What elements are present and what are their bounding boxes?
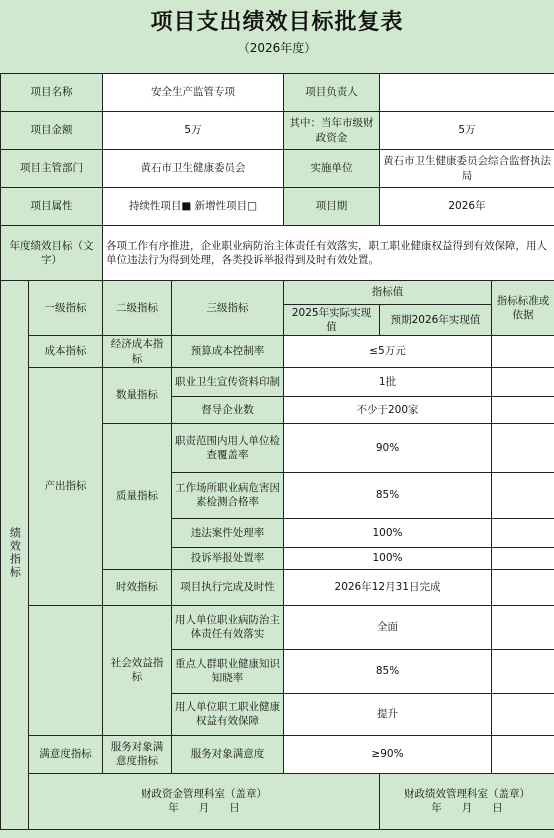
indicator-basis[interactable]: [492, 569, 554, 605]
indicator-value[interactable]: 100%: [284, 547, 492, 569]
performance-office-stamp: [380, 773, 554, 829]
indicator-basis[interactable]: [492, 735, 554, 773]
indicator-basis[interactable]: [492, 423, 554, 472]
approval-table: [0, 73, 554, 830]
indicator-basis[interactable]: [492, 693, 554, 735]
project-period-value[interactable]: 2026年: [380, 188, 554, 226]
project-name-label: 项目名称: [1, 74, 103, 112]
performance-indicators-text: 绩效指标: [8, 526, 22, 579]
cost-indicator-l1: 成本指标: [29, 336, 103, 367]
indicator-basis[interactable]: [492, 396, 554, 423]
indicator-value[interactable]: 1批: [284, 367, 492, 396]
city-fund-value[interactable]: 5万: [380, 112, 554, 150]
quality-indicator-l2: 质量指标: [103, 423, 172, 569]
fund-office-stamp: [29, 773, 380, 829]
social-benefit-indicator-l2: 社会效益指标: [103, 605, 172, 735]
indicator-name: 项目执行完成及时性: [172, 569, 284, 605]
project-attribute-label: 项目属性: [1, 188, 103, 226]
level3-header: 三级指标: [172, 281, 284, 336]
indicator-name: 重点人群职业健康知识知晓率: [172, 649, 284, 693]
indicator-value[interactable]: ≥90%: [284, 735, 492, 773]
output-indicator-l1: 产出指标: [29, 367, 103, 605]
indicator-name: 工作场所职业病危害因素检测合格率: [172, 472, 284, 518]
annual-goal-label: 年度绩效目标（文字）: [1, 226, 103, 281]
project-name-value[interactable]: 安全生产监管专项: [103, 74, 284, 112]
indicator-value[interactable]: 85%: [284, 649, 492, 693]
benefit-indicator-l1-empty: [29, 605, 103, 735]
page-title: 项目支出绩效目标批复表: [150, 9, 404, 35]
actual-2025-header: 2025年实际实现值: [284, 305, 380, 336]
level2-header: 二级指标: [103, 281, 172, 336]
cost-indicator-basis[interactable]: [492, 336, 554, 367]
project-amount-value[interactable]: 5万: [103, 112, 284, 150]
page-subtitle-year: （2026年度）: [237, 40, 317, 55]
project-amount-label: 项目金额: [1, 112, 103, 150]
indicator-value[interactable]: 2026年12月31日完成: [284, 569, 492, 605]
indicator-value[interactable]: 不少于200家: [284, 396, 492, 423]
cost-indicator-l2: 经济成本指标: [103, 336, 172, 367]
indicator-name: 服务对象满意度: [172, 735, 284, 773]
fund-office-date: 年 月 日: [168, 802, 240, 815]
indicator-basis[interactable]: [492, 518, 554, 547]
cost-indicator-name: 预算成本控制率: [172, 336, 284, 367]
satisfaction-indicator-l1: 满意度指标: [29, 735, 103, 773]
department-label: 项目主管部门: [1, 150, 103, 188]
fund-office-label: 财政资金管理科室（盖章）: [141, 788, 267, 801]
indicator-name: 用人单位职业病防治主体责任有效落实: [172, 605, 284, 649]
indicator-basis[interactable]: [492, 605, 554, 649]
indicator-name: 投诉举报处置率: [172, 547, 284, 569]
indicator-name: 督导企业数: [172, 396, 284, 423]
indicator-name: 违法案件处理率: [172, 518, 284, 547]
indicator-basis[interactable]: [492, 547, 554, 569]
indicator-name: 用人单位职工职业健康权益有效保障: [172, 693, 284, 735]
performance-office-label: 财政绩效管理科室（盖章）: [404, 788, 530, 801]
expected-2026-header: 预期2026年实现值: [380, 305, 492, 336]
project-period-label: 项目期: [284, 188, 380, 226]
performance-office-date: 年 月 日: [431, 802, 503, 815]
indicator-value[interactable]: 85%: [284, 472, 492, 518]
indicator-basis[interactable]: [492, 367, 554, 396]
project-attribute-value[interactable]: 持续性项目■ 新增性项目□: [103, 188, 284, 226]
basis-header: 指标标准或依据: [492, 281, 554, 336]
indicator-value[interactable]: 90%: [284, 423, 492, 472]
department-value[interactable]: 黄石市卫生健康委员会: [103, 150, 284, 188]
annual-goal-text[interactable]: 各项工作有序推进，企业职业病防治主体责任有效落实，职工职业健康权益得到有效保障，用人单位违法行为得到处理，各类投诉举报得到及时有效处置。: [103, 226, 554, 281]
project-owner-value[interactable]: [380, 74, 554, 112]
indicator-value[interactable]: 提升: [284, 693, 492, 735]
indicator-value-header: 指标值: [284, 281, 492, 305]
timeliness-indicator-l2: 时效指标: [103, 569, 172, 605]
quantity-indicator-l2: 数量指标: [103, 367, 172, 423]
indicator-name: 职业卫生宣传资料印制: [172, 367, 284, 396]
satisfaction-indicator-l2: 服务对象满意度指标: [103, 735, 172, 773]
indicator-value[interactable]: 全面: [284, 605, 492, 649]
indicator-value[interactable]: 100%: [284, 518, 492, 547]
city-fund-label: 其中：当年市级财政资金: [284, 112, 380, 150]
cost-indicator-value[interactable]: ≤5万元: [284, 336, 492, 367]
indicator-basis[interactable]: [492, 649, 554, 693]
implementer-value[interactable]: 黄石市卫生健康委员会综合监督执法局: [380, 150, 554, 188]
project-owner-label: 项目负责人: [284, 74, 380, 112]
indicator-name: 职责范围内用人单位检查覆盖率: [172, 423, 284, 472]
performance-indicators-label: [1, 281, 29, 830]
implementer-label: 实施单位: [284, 150, 380, 188]
level1-header: 一级指标: [29, 281, 103, 336]
indicator-basis[interactable]: [492, 472, 554, 518]
